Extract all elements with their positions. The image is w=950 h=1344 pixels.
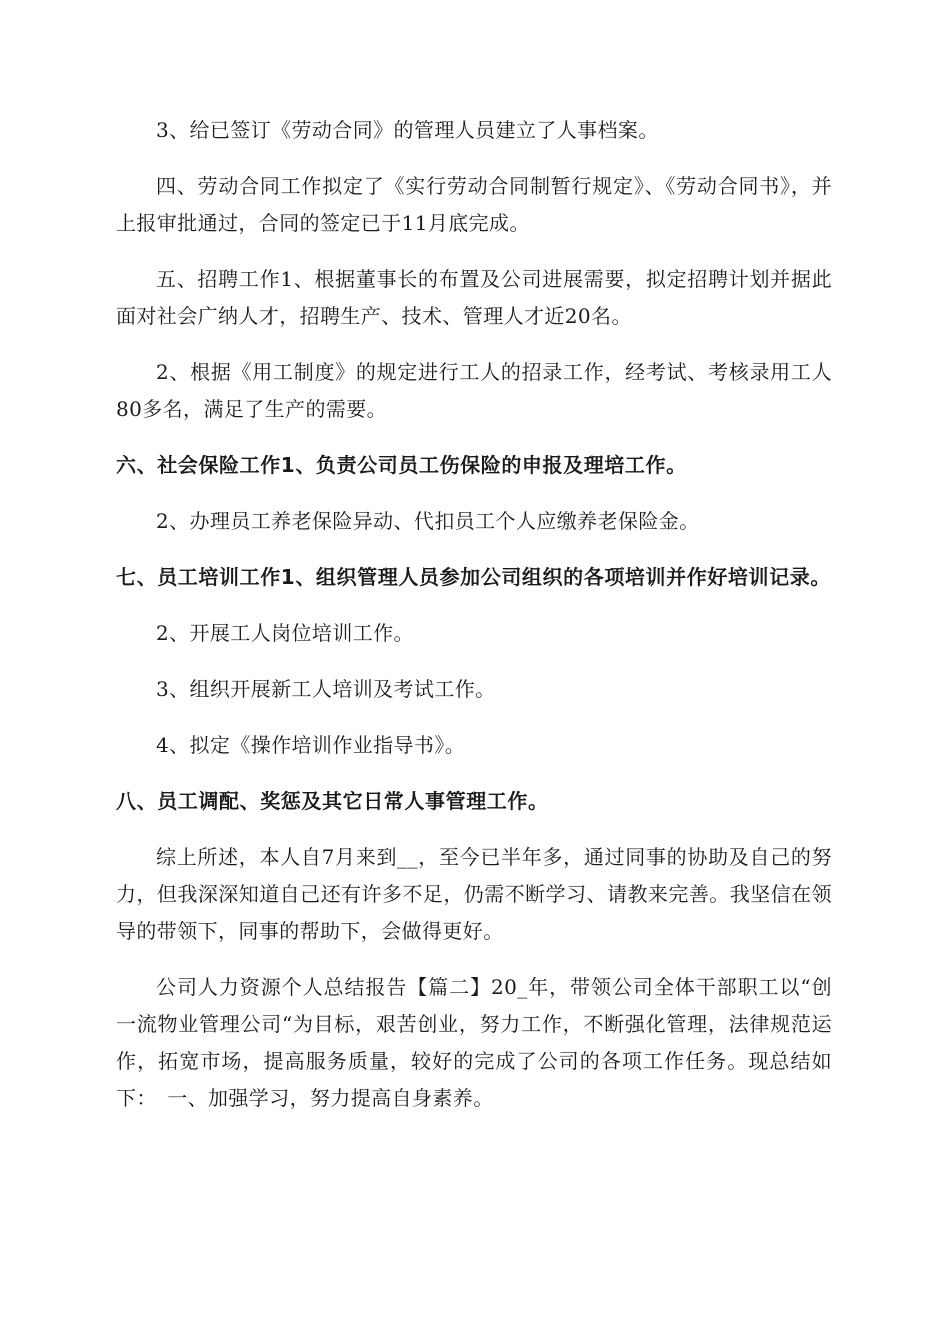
heading-section-7: 七、员工培训工作1、组织管理人员参加公司组织的各项培训并作好培训记录。 [116,565,831,589]
document-body [116,112,832,1117]
paragraph-section-4: 四、劳动合同工作拟定了《实行劳动合同制暂行规定》、《劳动合同书》，并上报审批通过，合同的签定已于11月底完成。 [116,174,832,235]
heading-section-6: 六、社会保险工作1、负责公司员工伤保险的申报及理培工作。 [116,453,687,477]
paragraph-item-4-training: 4、拟定《操作培训作业指导书》。 [156,733,466,757]
paragraph-item-2-training: 2、开展工人岗位培训工作。 [156,621,414,645]
paragraph-item-3: 3、给已签订《劳动合同》的管理人员建立了人事档案。 [156,118,659,142]
paragraph-summary: 综上所述，本人自7月来到__，至今已半年多，通过同事的协助及自己的努力，但我深深知道自己还有许多不足，仍需不断学习、请教来完善。我坚信在领导的带领下，同事的帮助下，会做得更好。 [116,845,832,943]
paragraph-report-part-2: 公司人力资源个人总结报告【篇二】20_年，带领公司全体干部职工以“创一流物业管理公司“为目标，艰苦创业，努力工作，不断强化管理，法律规范运作，拓宽市场，提高服务质量，较好的完成了公司的各项工作任务。现总结如下： 一、加强学习，努力提高自身素养。 [116,975,832,1110]
heading-section-8: 八、员工调配、奖惩及其它日常人事管理工作。 [116,789,549,813]
paragraph-section-5: 五、招聘工作1、根据董事长的布置及公司进展需要，拟定招聘计划并据此面对社会广纳人才，招聘生产、技术、管理人才近20名。 [116,267,832,328]
paragraph-item-3-training: 3、组织开展新工人培训及考试工作。 [156,677,496,701]
paragraph-item-2-insurance: 2、办理员工养老保险异动、代扣员工个人应缴养老保险金。 [156,509,700,533]
paragraph-item-2-recruit: 2、根据《用工制度》的规定进行工人的招录工作，经考试、考核录用工人80多名，满足了生产的需要。 [116,360,832,421]
